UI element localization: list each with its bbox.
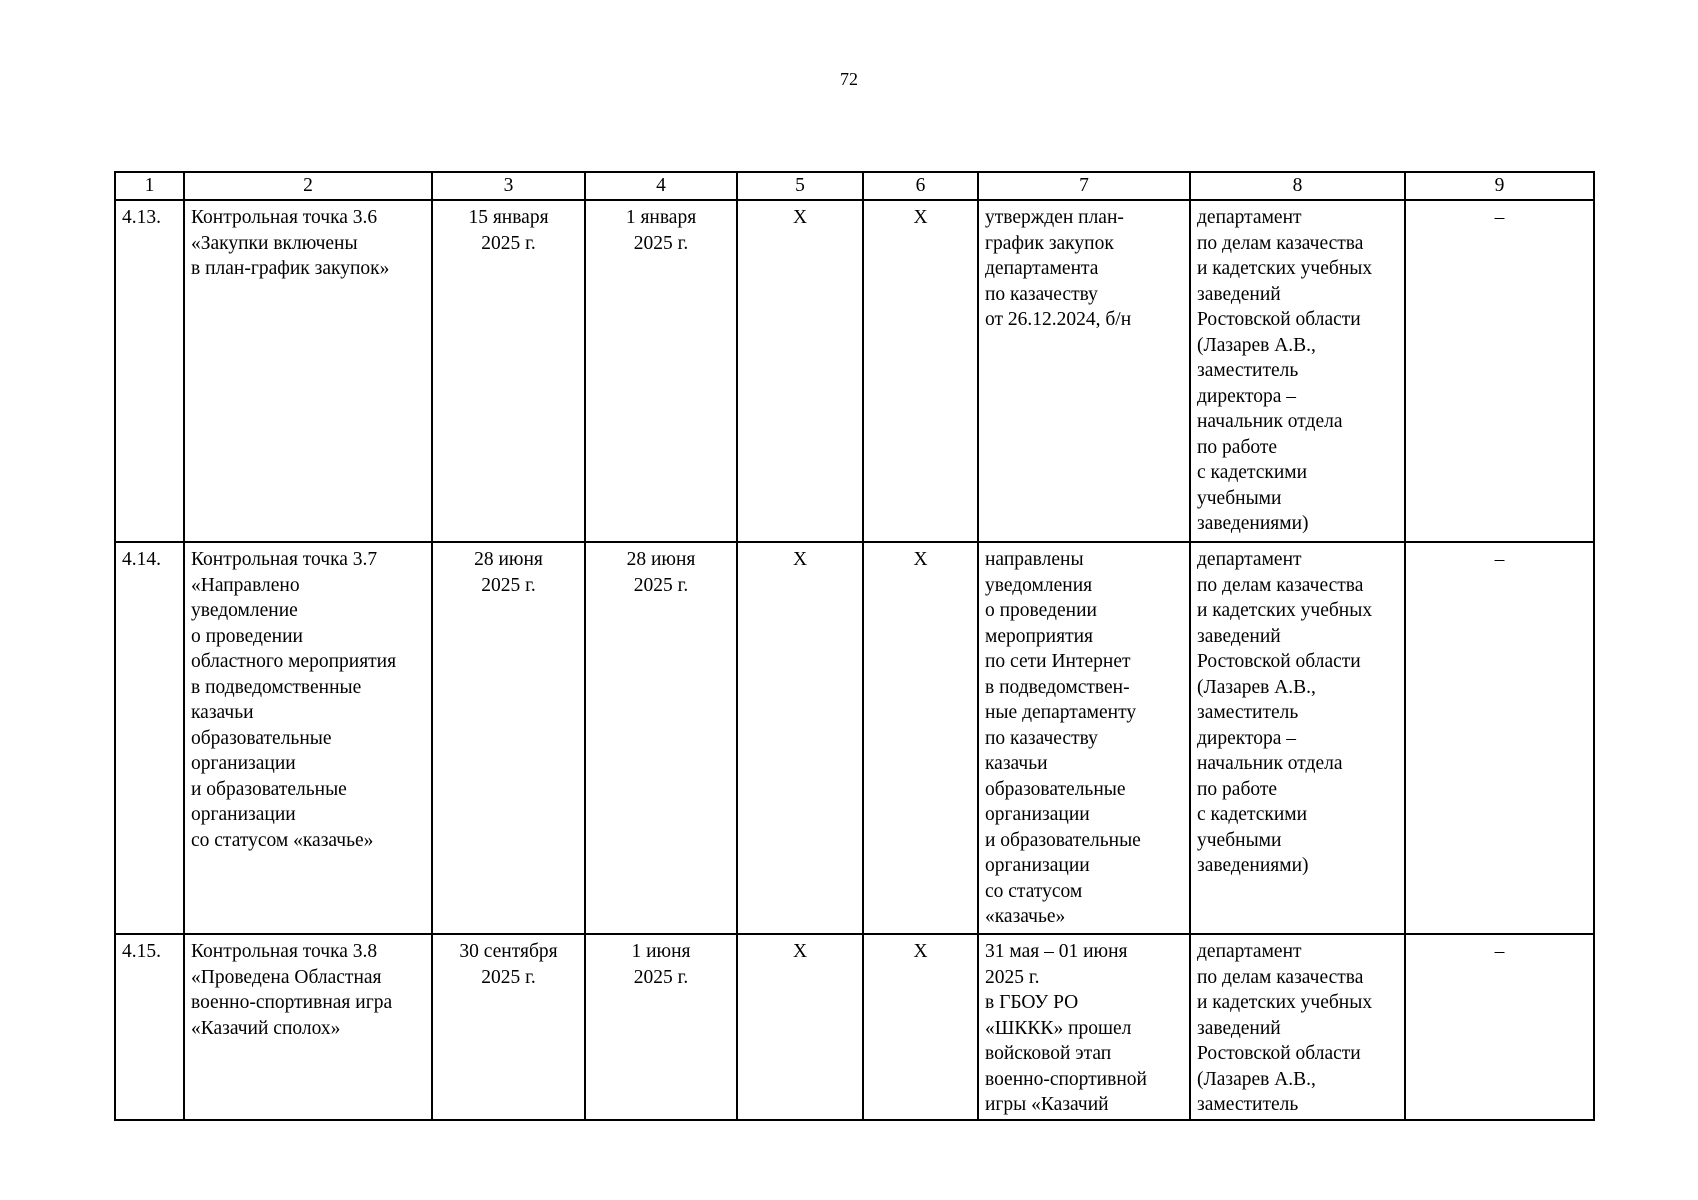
note-cell: – — [1405, 200, 1594, 542]
note-cell: – — [1405, 542, 1594, 934]
column-5-cell: Х — [737, 542, 863, 934]
responsible-cell: департамент по делам казачества и кадетских учебных заведений Ростовской области (Лазарев А.В., заместитель директора – начальник отдела по работе с кадетскими учебными заведениями) — [1190, 200, 1405, 542]
planned-date-cell: 28 июня 2025 г. — [432, 542, 585, 934]
table-row — [115, 542, 1594, 934]
column-6-cell: Х — [863, 934, 978, 1120]
column-header: 9 — [1405, 172, 1594, 200]
control-point-cell: Контрольная точка 3.8 «Проведена Областная военно-спортивная игра «Казачий сполох» — [184, 934, 432, 1120]
row-number-cell: 4.15. — [115, 934, 184, 1120]
result-cell: направлены уведомления о проведении мероприятия по сети Интернет в подведомствен- ные департаменту по казачеству казачьи образовательные организации и образовательные организации со статусом «казачье» — [978, 542, 1190, 934]
column-header: 5 — [737, 172, 863, 200]
control-point-cell: Контрольная точка 3.7 «Направлено уведомление о проведении областного мероприятия в подведомственные казачьи образовательные организации и образовательные организации со статусом «казачье» — [184, 542, 432, 934]
column-6-cell: Х — [863, 200, 978, 542]
column-5-cell: Х — [737, 934, 863, 1120]
table-header-row — [115, 172, 1594, 200]
planned-date-cell: 30 сентября 2025 г. — [432, 934, 585, 1120]
table-row — [115, 934, 1594, 1120]
actual-date-cell: 1 июня 2025 г. — [585, 934, 737, 1120]
column-header: 7 — [978, 172, 1190, 200]
table-row — [115, 200, 1594, 542]
row-number-cell: 4.13. — [115, 200, 184, 542]
result-cell: утвержден план- график закупок департамента по казачеству от 26.12.2024, б/н — [978, 200, 1190, 542]
column-5-cell: Х — [737, 200, 863, 542]
planned-date-cell: 15 января 2025 г. — [432, 200, 585, 542]
column-header: 1 — [115, 172, 184, 200]
actual-date-cell: 28 июня 2025 г. — [585, 542, 737, 934]
page-number: 72 — [840, 69, 858, 89]
actual-date-cell: 1 января 2025 г. — [585, 200, 737, 542]
plan-table — [114, 171, 1595, 1121]
responsible-cell: департамент по делам казачества и кадетских учебных заведений Ростовской области (Лазарев А.В., заместитель — [1190, 934, 1405, 1120]
column-header: 4 — [585, 172, 737, 200]
control-point-cell: Контрольная точка 3.6 «Закупки включены в план-график закупок» — [184, 200, 432, 542]
result-cell: 31 мая – 01 июня 2025 г. в ГБОУ РО «ШККК» прошел войсковой этап военно-спортивной игры «Казачий — [978, 934, 1190, 1120]
column-header: 8 — [1190, 172, 1405, 200]
column-header: 3 — [432, 172, 585, 200]
responsible-cell: департамент по делам казачества и кадетских учебных заведений Ростовской области (Лазарев А.В., заместитель директора – начальник отдела по работе с кадетскими учебными заведениями) — [1190, 542, 1405, 934]
column-header: 2 — [184, 172, 432, 200]
column-header: 6 — [863, 172, 978, 200]
note-cell: – — [1405, 934, 1594, 1120]
row-number-cell: 4.14. — [115, 542, 184, 934]
column-6-cell: Х — [863, 542, 978, 934]
